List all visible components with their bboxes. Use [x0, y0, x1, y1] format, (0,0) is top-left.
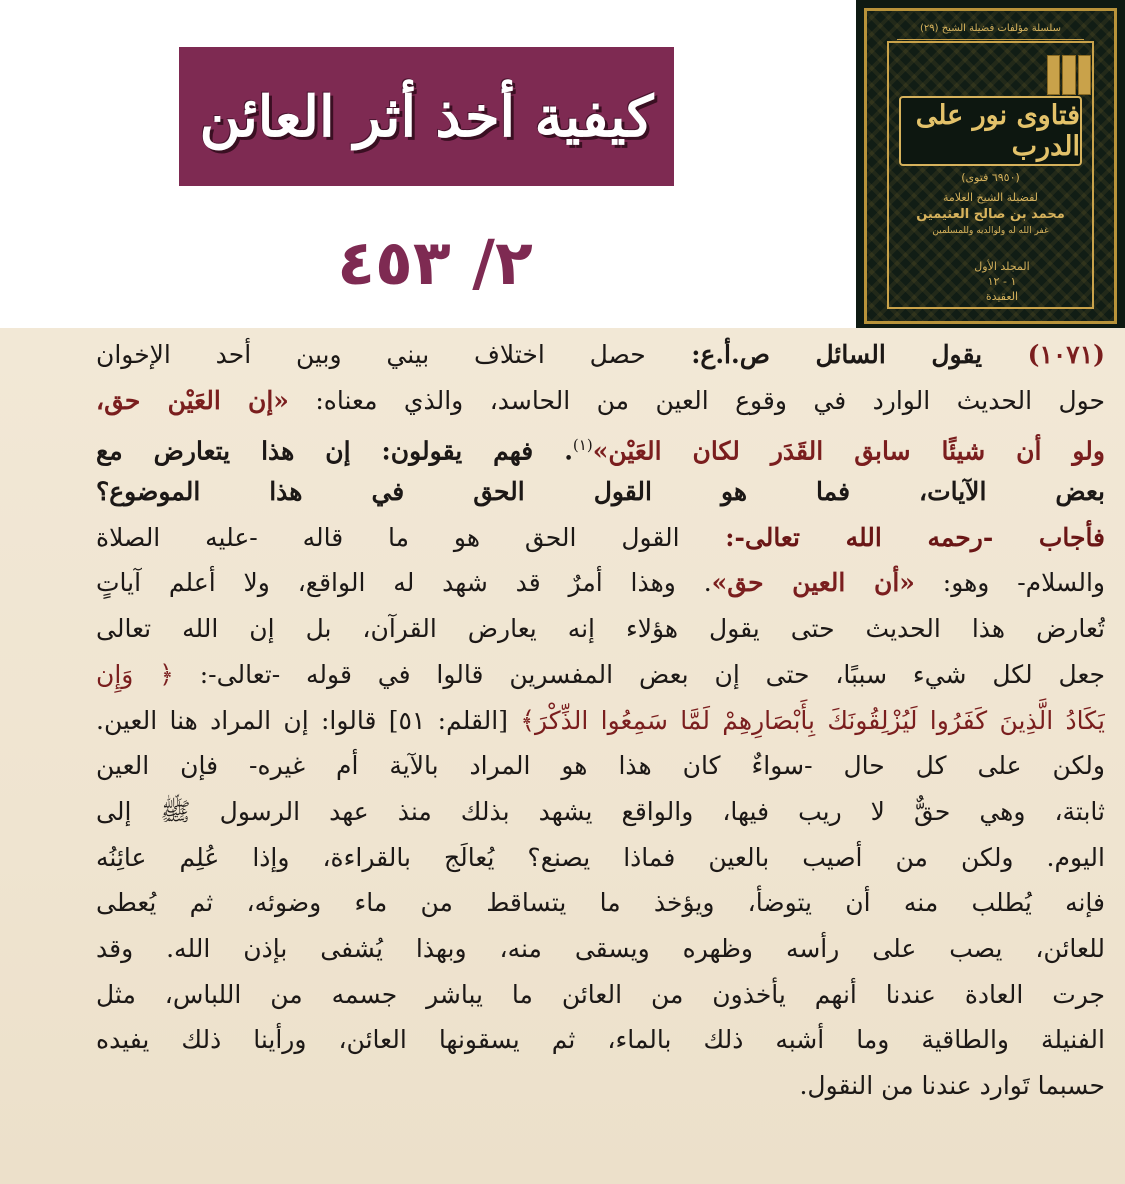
text-line [96, 926, 1105, 972]
text-segment: للعائن، يصب على رأسه وظهره ويسقى منه، وبهذا يُشفى بإذن الله. وقد [96, 933, 1105, 963]
title-banner [179, 47, 674, 186]
text-line [96, 332, 1105, 378]
text-segment: والسلام- وهو: [914, 568, 1105, 598]
text-line [96, 469, 1105, 515]
quran-verse: ﴿ وَإِن [96, 659, 174, 689]
text-segment: . فهم يقولون: إن هذا يتعارض مع [96, 436, 573, 466]
book-volume-line-3: العقيدة [985, 290, 1019, 303]
hadith-quote: «أن العين حق» [711, 568, 915, 598]
books-emblem-icon [1047, 55, 1091, 95]
book-volume-line-2: ١ - ١٢ [987, 275, 1017, 288]
text-line [96, 606, 1105, 652]
text-segment: (١٠٧١) [1027, 340, 1105, 369]
book-author-line-1: لفضيلة الشيخ العلامة [942, 191, 1038, 204]
text-line [96, 972, 1105, 1018]
text-segment: القول الحق هو ما قاله -عليه الصلاة [96, 522, 680, 552]
page-title: كيفية أخذ أثر العائن [199, 83, 654, 150]
book-volume-info [967, 259, 1037, 304]
hadith-quote: «إن العَيْن حق، [96, 385, 289, 415]
footnote-marker: (١) [572, 436, 593, 455]
hadith-quote: ولو أن شيئًا سابق القَدَر لكان العَيْن» [592, 436, 1105, 466]
scanned-book-page [0, 328, 1125, 1184]
text-line [96, 652, 1105, 698]
quran-verse: يَكَادُ الَّذِينَ كَفَرُوا لَيُزْلِقُونَكَ بِأَبْصَارِهِمْ لَمَّا سَمِعُوا الذِّكْرَ﴾ [520, 705, 1105, 735]
text-line [96, 698, 1105, 744]
text-segment: . وهذا أمرٌ قد شهد له الواقع، ولا أعلم آياتٍ [96, 568, 712, 598]
text-segment: فأجاب -رحمه الله تعالى-: [679, 522, 1105, 552]
text-segment: يقول السائل ص.أ.ع: [645, 340, 1028, 369]
book-series-line: سلسلة مؤلفات فضيلة الشيخ (٢٩) [897, 23, 1084, 40]
text-line [96, 423, 1105, 469]
text-segment: ثابتة، وهي حقٌّ لا ريب فيها، والواقع يشهد بذلك منذ عهد الرسول ﷺ إلى [96, 796, 1105, 826]
text-segment: ولكن على كل حال -سواءٌ كان هذا هو المراد بالآية أم غيره- فإن العين [96, 751, 1105, 781]
text-segment: حول الحديث الوارد في وقوع العين من الحاسد، والذي معناه: [288, 385, 1105, 415]
book-cover-frame [864, 8, 1117, 324]
text-line [96, 1017, 1105, 1063]
book-count-line: (٦٩٥٠ فتوى) [961, 171, 1020, 184]
text-segment: [القلم: ٥١] قالوا: إن المراد هنا العين. [96, 705, 521, 735]
text-line [96, 1063, 1105, 1109]
book-volume-line-1: المجلد الأول [974, 260, 1030, 273]
book-cover-image [856, 0, 1125, 328]
text-segment: تُعارض هذا الحديث حتى يقول هؤلاء إنه يعارض القرآن، بل إن الله تعالى [96, 614, 1105, 644]
book-title-box [899, 96, 1082, 166]
text-segment: اليوم. ولكن من أصيب بالعين فماذا يصنع؟ يُعالَج بالقراءة، وإذا عُلِم عائِنُه [96, 842, 1105, 872]
text-line [96, 560, 1105, 606]
volume-page-reference: ٢/ ٤٥٣ [337, 225, 533, 299]
text-line [96, 835, 1105, 881]
fatwa-text [96, 332, 1105, 1109]
book-title: فتاوى نور على الدرب [915, 100, 1080, 162]
text-line [96, 515, 1105, 561]
text-segment: جعل لكل شيء سببًا، حتى إن بعض المفسرين قالوا في قوله -تعالى-: [173, 659, 1105, 689]
text-line [96, 743, 1105, 789]
text-line [96, 378, 1105, 424]
text-line [96, 880, 1105, 926]
text-segment: فإنه يُطلب منه أن يتوضأ، ويؤخذ ما يتساقط من ماء وضوئه، ثم يُعطى [96, 888, 1105, 918]
text-segment: بعض الآيات، فما هو القول الحق في هذا الموضوع؟ [96, 477, 1105, 507]
book-author-line-2: محمد بن صالح العثيمين [916, 207, 1065, 222]
text-line [96, 789, 1105, 835]
text-segment: حصل اختلاف بيني وبين أحد الإخوان [96, 340, 646, 369]
text-segment: حسبما تَوارد عندنا من النقول. [799, 1071, 1105, 1100]
text-segment: جرت العادة عندنا أنهم يأخذون من العائن ما يباشر جسمه من اللباس، مثل [96, 979, 1105, 1009]
book-author-line-3: غفر الله له ولوالديه وللمسلمين [932, 226, 1049, 236]
text-segment: الفنيلة والطاقية وما أشبه ذلك بالماء، ثم يسقونها العائن، ورأينا ذلك يفيده [96, 1025, 1105, 1055]
